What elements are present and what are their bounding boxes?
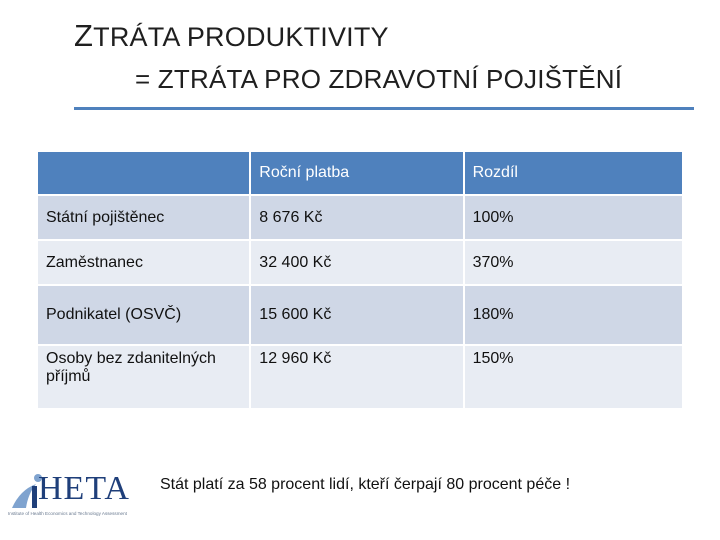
header-annual-payment: Roční platba [251, 152, 462, 194]
table-row [38, 196, 682, 239]
header-difference: Rozdíl [465, 152, 682, 194]
slide-title-line2: = ZTRÁTA PRO ZDRAVOTNÍ POJIŠTĚNÍ [135, 64, 623, 94]
footer-note: Stát platí za 58 procent lidí, kteří čerpají 80 procent péče ! [160, 476, 571, 493]
row-payment: 8 676 Kč [251, 196, 462, 239]
row-difference: 150% [465, 346, 682, 408]
header-empty [38, 152, 249, 194]
title-rest: TRÁTA PRODUKTIVITY [93, 22, 389, 52]
slide-title-line1 [74, 18, 389, 54]
row-difference: 370% [465, 241, 682, 284]
row-payment: 12 960 Kč [251, 346, 462, 408]
row-payment: 15 600 Kč [251, 286, 462, 344]
table-header-row [38, 152, 682, 194]
table-row [38, 286, 682, 344]
row-difference: 180% [465, 286, 682, 344]
row-label: Osoby bez zdanitelných příjmů [38, 346, 249, 408]
logo-subtitle: Institute of Health Economics and Technology Assessment [8, 511, 127, 516]
row-label: Zaměstnanec [38, 241, 249, 284]
title-underline [74, 107, 694, 110]
row-difference: 100% [465, 196, 682, 239]
row-label: Podnikatel (OSVČ) [38, 286, 249, 344]
row-label: Státní pojištěnec [38, 196, 249, 239]
insurance-payment-table [36, 150, 684, 410]
row-payment: 32 400 Kč [251, 241, 462, 284]
title-first-letter: Z [74, 18, 94, 53]
table-row [38, 241, 682, 284]
logo-text: HETA [38, 470, 130, 507]
table-row [38, 346, 682, 408]
